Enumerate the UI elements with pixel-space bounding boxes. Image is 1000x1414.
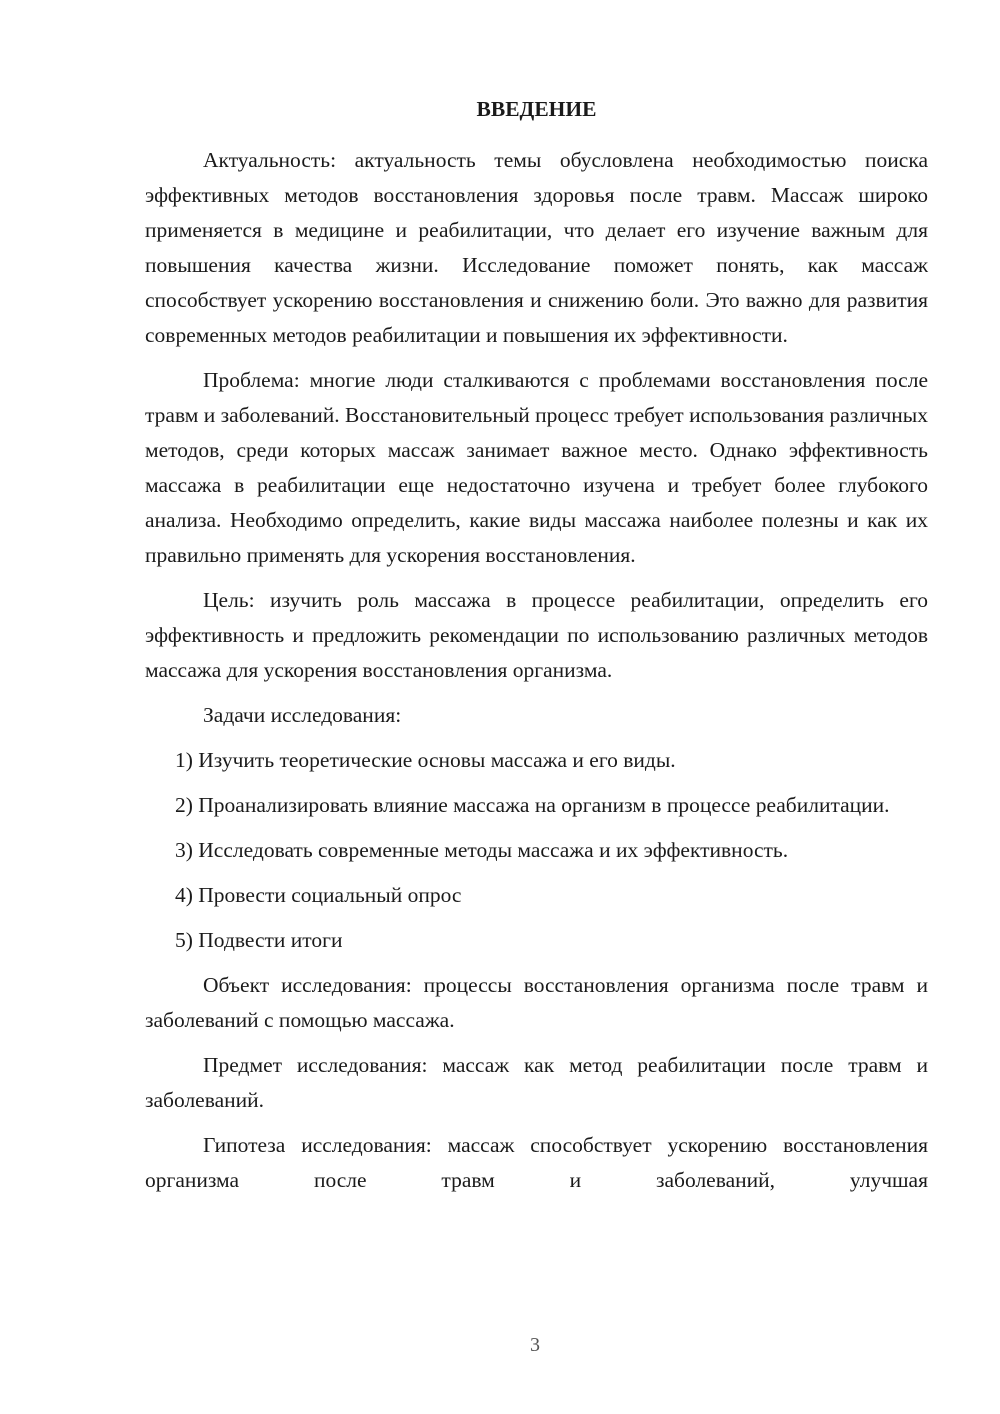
paragraph-object: Объект исследования: процессы восстановления организма после травм и заболеваний с помощью массажа. bbox=[145, 973, 928, 1032]
document-page bbox=[145, 93, 928, 1208]
task-item-3: 3) Исследовать современные методы массажа и их эффективность. bbox=[175, 838, 789, 862]
task-item-1: 1) Изучить теоретические основы массажа и его виды. bbox=[175, 748, 676, 772]
task-item-4: 4) Провести социальный опрос bbox=[175, 883, 462, 907]
section-title: ВВЕДЕНИЕ bbox=[476, 97, 597, 121]
page-number: 3 bbox=[530, 1334, 540, 1356]
paragraph-goal: Цель: изучить роль массажа в процессе реабилитации, определить его эффективность и предложить рекомендации по использованию различных методов массажа для ускорения восстановления организма. bbox=[145, 588, 928, 682]
task-item-5: 5) Подвести итоги bbox=[175, 928, 343, 952]
paragraph-relevance: Актуальность: актуальность темы обусловлена необходимостью поиска эффективных методов восстановления здоровья после травм. Массаж широко применяется в медицине и реабилитации, что делает его изучение важным для повышения качества жизни. Исследование поможет понять, как массаж способствует ускорению восстановления и снижению боли. Это важно для развития современных методов реабилитации и повышения их эффективности. bbox=[145, 148, 928, 347]
paragraph-hypothesis: Гипотеза исследования: массаж способствует ускорению восстановления организма после травм и заболеваний, улучшая bbox=[145, 1133, 928, 1192]
task-item-2: 2) Проанализировать влияние массажа на организм в процессе реабилитации. bbox=[175, 793, 890, 817]
paragraph-subject: Предмет исследования: массаж как метод реабилитации после травм и заболеваний. bbox=[145, 1053, 928, 1112]
paragraph-problem: Проблема: многие люди сталкиваются с проблемами восстановления после травм и заболеваний. Восстановительный процесс требует использования различных методов, среди которых массаж занимает важное место. Однако эффективность массажа в реабилитации еще недостаточно изучена и требует более глубокого анализа. Необходимо определить, какие виды массажа наиболее полезны и как их правильно применять для ускорения восстановления. bbox=[145, 368, 928, 567]
tasks-heading: Задачи исследования: bbox=[203, 703, 402, 727]
